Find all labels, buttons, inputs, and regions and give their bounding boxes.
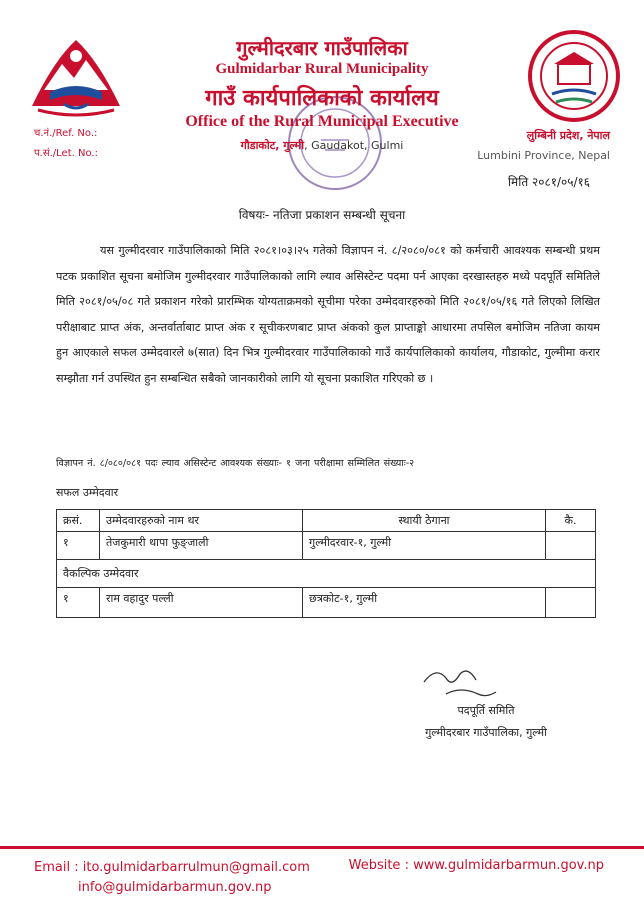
- footer-website: [349, 858, 604, 873]
- col-name: उम्मेदवारहरुको नाम थर: [100, 510, 303, 532]
- office-name-en: Office of the Rural Municipal Executive: [185, 113, 459, 130]
- col-remark: कै.: [546, 510, 596, 532]
- footer-divider: [0, 846, 644, 849]
- email-link-2[interactable]: info@gulmidarbarmun.gov.np: [78, 880, 272, 895]
- notice-body-text: यस गुल्मीदरवार गाउँपालिकाको मिति २०८१।०३।२५ गतेको विज्ञापन नं. ८/२०८०/०८१ को कर्मचारी आवश्यक सम्बन्धी प्रथम पटक प्रकाशित सूचना बमोजिम गुल्मीदरवार गाउँपालिकाको लागि ल्याव असिस्टेन्ट पदमा पर्न आएका दरखास्तहरु मध्ये पदपूर्ति समितिले मिति २०८१/०५/०८ गते प्रकाशन गरेको प्रारम्भिक योग्यताक्रमको सूचीमा परेका उम्मेदवारहरुको मिति २०८१/०५/१६ गते लिएको लिखित परीक्षाबाट प्राप्त अंक, अन्तर्वार्ताबाट प्राप्त अंक र सूचीकरणबाट प्राप्त अंकको कुल प्राप्ताङ्को आधारमा तपसिल बमोजिम नतिजा कायम हुन आएकाले सफल उम्मेदवारले ७(सात) दिन भित्र गुल्मीदरवार गाउँपालिकाको गाउँ कार्यपालिकाको कार्यालय, गौडाकोट, गुल्मीमा करार सम्झौता गर्न उपस्थित हुन सम्बन्धित सबैको जानकारीको लागि यो सूचना प्रकाशित गरिएको छ ।: [56, 244, 600, 385]
- province-np: लुम्बिनी प्रदेश, नेपाल: [526, 129, 610, 142]
- footer-emails: [34, 858, 310, 898]
- email-link-1[interactable]: ito.gulmidarbarrulmun@gmail.com: [82, 860, 310, 875]
- email-label: Email :: [34, 860, 79, 875]
- notice-date: मिति २०८१/०५/१६: [507, 175, 590, 189]
- signature-block: [396, 700, 576, 744]
- notice-body: [56, 238, 600, 391]
- result-table: [56, 509, 596, 618]
- vacancy-meta: विज्ञापन नं. ८/०८०/०८१ पदः ल्याव असिस्टेन्ट आवश्यक संख्याः- १ जना परीक्षामा सम्मिलित संख्याः-२: [56, 458, 415, 469]
- successful-heading: सफल उम्मेदवार: [56, 486, 119, 499]
- alt-heading: वैकल्पिक उम्मेदवार: [57, 560, 596, 588]
- province-en: Lumbini Province, Nepal: [477, 149, 610, 162]
- signatory-office: गुल्मीदरबार गाउँपालिका, गुल्मी: [425, 726, 547, 739]
- cell-name: राम वहादुर पल्ली: [100, 588, 303, 618]
- cell-sn: १: [57, 532, 100, 560]
- table-row: [57, 532, 596, 560]
- website-link[interactable]: www.gulmidarbarmun.gov.np: [413, 858, 604, 873]
- address-np: गौडाकोट, गुल्मी: [240, 139, 305, 152]
- col-sn: क्रसं.: [57, 510, 100, 532]
- cell-remark: [546, 588, 596, 618]
- cell-address: गुल्मीदरवार-१, गुल्मी: [303, 532, 546, 560]
- reference-block: [34, 124, 98, 164]
- municipality-name-en: Gulmidarbar Rural Municipality: [215, 61, 429, 77]
- office-name-np: गाउँ कार्यपालिकाको कार्यालय: [205, 86, 439, 111]
- website-label: Website :: [348, 858, 409, 873]
- signatory-committee: पदपूर्ति समिति: [457, 704, 515, 717]
- address-en: Gaudakot, Gulmi: [311, 139, 404, 152]
- cell-address: छत्रकोट-१, गुल्मी: [303, 588, 546, 618]
- cell-remark: [546, 532, 596, 560]
- col-address: स्थायी ठेगाना: [303, 510, 546, 532]
- province-block: [477, 126, 610, 166]
- alt-heading-row: [57, 560, 596, 588]
- notice-subject: विषयः- नतिजा प्रकाशन सम्बन्धी सूचना: [238, 208, 406, 222]
- cell-name: तेजकुमारी थापा फुङ्जाली: [100, 532, 303, 560]
- office-address: गौडाकोट, गुल्मी, Gaudakot, Gulmi: [240, 139, 404, 152]
- municipality-name-np: गुल्मीदरबार गाउँपालिका: [236, 36, 408, 60]
- table-row: [57, 588, 596, 618]
- ref-no-label: च.नं./Ref. No.:: [34, 128, 98, 139]
- letter-no-label: प.सं./Let. No.:: [34, 148, 98, 159]
- cell-sn: १: [57, 588, 100, 618]
- table-header-row: [57, 510, 596, 532]
